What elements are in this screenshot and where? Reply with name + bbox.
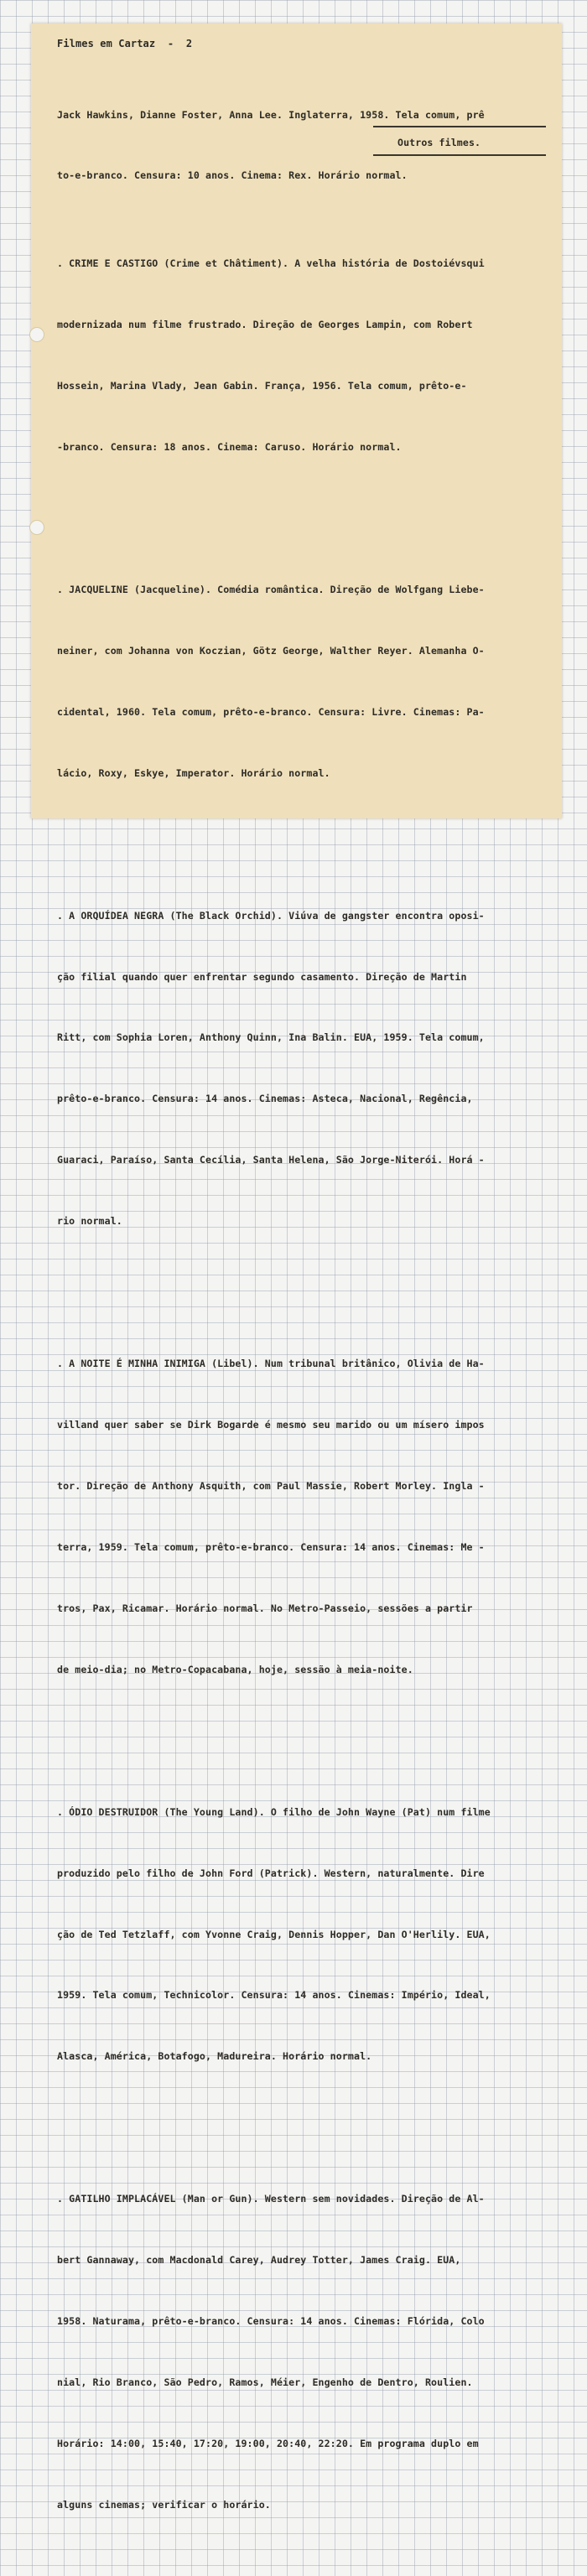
- text-line: . A ORQUÍDEA NEGRA (The Black Orchid). Viúva de gangster encontra oposi-: [57, 909, 485, 922]
- text-line: neiner, com Johanna von Koczian, Götz George, Walther Reyer. Alemanha O-: [57, 644, 485, 657]
- text-line: to-e-branco. Censura: 10 anos. Cinema: Rex. Horário normal.: [57, 169, 408, 182]
- text-line: prêto-e-branco. Censura: 14 anos. Cinemas: Asteca, Nacional, Regência,: [57, 1093, 473, 1105]
- section-title: Outros filmes.: [397, 137, 481, 148]
- text-line: modernizada num filme frustrado. Direção de Georges Lampin, com Robert: [57, 319, 473, 331]
- text-line: 1958. Naturama, prêto-e-branco. Censura: 14 anos. Cinemas: Flórida, Colo: [57, 2315, 485, 2328]
- page-header: Filmes em Cartaz - 2: [57, 38, 193, 49]
- film-entry: [57, 1313, 587, 1721]
- text-line: Ritt, com Sophia Loren, Anthony Quinn, Ina Balin. EUA, 1959. Tela comum,: [57, 1031, 485, 1044]
- text-line: Horário: 14:00, 15:40, 17:20, 19:00, 20:40, 22:20. Em programa duplo em: [57, 2437, 479, 2449]
- film-entry: [57, 213, 587, 498]
- text-line: cidental, 1960. Tela comum, prêto-e-branco. Censura: Livre. Cinemas: Pa-: [57, 705, 485, 718]
- text-line: Hossein, Marina Vlady, Jean Gabin. França, 1956. Tela comum, prêto-e-: [57, 379, 467, 392]
- text-line: lácio, Roxy, Eskye, Imperator. Horário normal.: [57, 766, 330, 779]
- film-list: [57, 172, 587, 2576]
- text-line: alguns cinemas; verificar o horário.: [57, 2498, 271, 2511]
- text-line: terra, 1959. Tela comum, prêto-e-branco. Censura: 14 anos. Cinemas: Me -: [57, 1540, 485, 1553]
- punch-hole: [29, 520, 44, 535]
- section-rule-bottom: [373, 154, 546, 156]
- text-line: -branco. Censura: 18 anos. Cinema: Caruso. Horário normal.: [57, 440, 402, 453]
- section-rule-top: [373, 126, 546, 127]
- text-line: . ÓDIO DESTRUIDOR (The Young Land). O filho de John Wayne (Pat) num filme: [57, 1805, 491, 1818]
- text-line: ção filial quando quer enfrentar segundo casamento. Direção de Martin: [57, 970, 467, 983]
- film-entry: [57, 2148, 587, 2556]
- text-line: . A NOITE É MINHA INIMIGA (Libel). Num tribunal britânico, Olivia de Ha-: [57, 1358, 485, 1370]
- text-line: produzido pelo filho de John Ford (Patrick). Western, naturalmente. Dire: [57, 1867, 485, 1879]
- film-entry: [57, 1761, 587, 2107]
- text-line: nial, Rio Branco, São Pedro, Ramos, Méier, Engenho de Dentro, Roulien.: [57, 2376, 473, 2389]
- text-line: tor. Direção de Anthony Asquith, com Paul Massie, Robert Morley. Ingla -: [57, 1480, 485, 1492]
- text-line: Guaraci, Paraíso, Santa Cecília, Santa Helena, São Jorge-Niterói. Horá -: [57, 1154, 485, 1166]
- text-line: Alasca, América, Botafogo, Madureira. Horário normal.: [57, 2050, 372, 2063]
- text-line: ção de Ted Tetzlaff, com Yvonne Craig, Dennis Hopper, Dan O'Herlily. EUA,: [57, 1928, 491, 1940]
- punch-hole: [29, 327, 44, 342]
- text-line: . JACQUELINE (Jacqueline). Comédia romântica. Direção de Wolfgang Liebe-: [57, 583, 485, 595]
- text-line: . GATILHO IMPLACÁVEL (Man or Gun). Western sem novidades. Direção de Al-: [57, 2193, 485, 2205]
- text-line: villand quer saber se Dirk Bogarde é mesmo seu marido ou um mísero impos: [57, 1419, 485, 1431]
- text-line: Jack Hawkins, Dianne Foster, Anna Lee. Inglaterra, 1958. Tela comum, prê: [57, 108, 485, 121]
- film-entry: [57, 538, 587, 823]
- film-entry: [57, 865, 587, 1272]
- text-line: . CRIME E CASTIGO (Crime et Châtiment). A velha história de Dostoiévsqui: [57, 257, 485, 270]
- text-line: tros, Pax, Ricamar. Horário normal. No Metro-Passeio, sessões a partir: [57, 1602, 473, 1614]
- text-line: 1959. Tela comum, Technicolor. Censura: 14 anos. Cinemas: Império, Ideal,: [57, 1989, 491, 2002]
- text-line: rio normal.: [57, 1215, 122, 1228]
- text-line: bert Gannaway, com Macdonald Carey, Audrey Totter, James Craig. EUA,: [57, 2254, 461, 2267]
- text-line: de meio-dia; no Metro-Copacabana, hoje, sessão à meia-noite.: [57, 1663, 413, 1675]
